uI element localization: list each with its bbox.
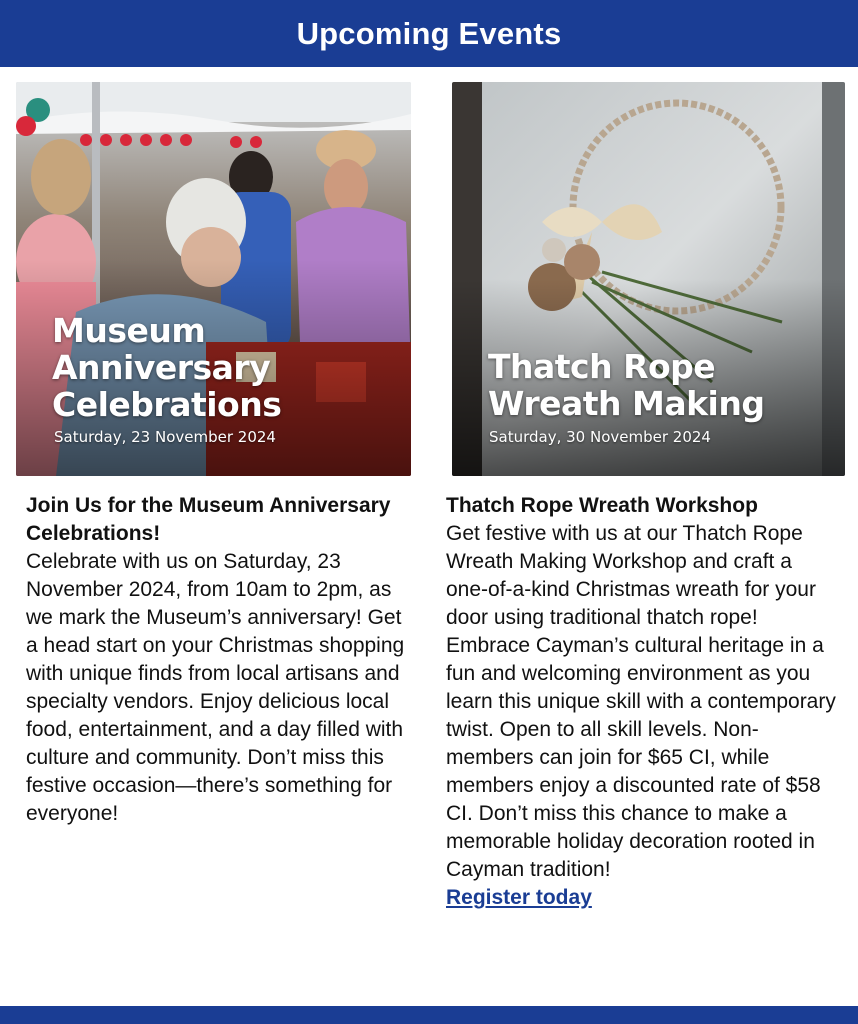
event-description-wreath-workshop (446, 492, 838, 912)
register-today-link[interactable]: Register today (446, 886, 592, 909)
event-image-wreath-making[interactable] (452, 82, 845, 476)
event-heading: Thatch Rope Wreath Workshop (446, 494, 758, 517)
event-image-museum-anniversary[interactable] (16, 82, 411, 476)
event-image-title: Thatch Rope Wreath Making (488, 347, 765, 423)
event-body: Celebrate with us on Saturday, 23 November 2024, from 10am to 2pm, as we mark the Museum’s anniversary! Get a head start on your Christmas shopping with unique finds from local artisans and specialty vendors. Enjoy delicious local food, entertainment, and a day filled with culture and community. Don’t miss this festive occasion—there’s something for everyone! (26, 550, 405, 825)
event-description-museum-anniversary (26, 492, 418, 828)
section-title: Upcoming Events (296, 15, 562, 51)
event-image-title: Museum Anniversary Celebrations (52, 311, 282, 424)
event-body: Get festive with us at our Thatch Rope Wreath Making Workshop and craft a one-of-a-kind Christmas wreath for your door using traditional thatch rope! Embrace Cayman’s cultural heritage in a fun and welcoming environment as you learn this unique skill with a contemporary twist. Open to all skill levels. Non-members can join for $65 CI, while members enjoy a discounted rate of $58 CI. Don’t miss this chance to make a memorable holiday decoration rooted in Cayman tradition! (446, 522, 836, 881)
event-image-date: Saturday, 23 November 2024 (54, 428, 276, 446)
event-heading: Join Us for the Museum Anniversary Celebrations! (26, 494, 391, 545)
event-image-date: Saturday, 30 November 2024 (489, 428, 711, 446)
footer-banner (0, 1006, 858, 1024)
header-banner (0, 0, 858, 67)
